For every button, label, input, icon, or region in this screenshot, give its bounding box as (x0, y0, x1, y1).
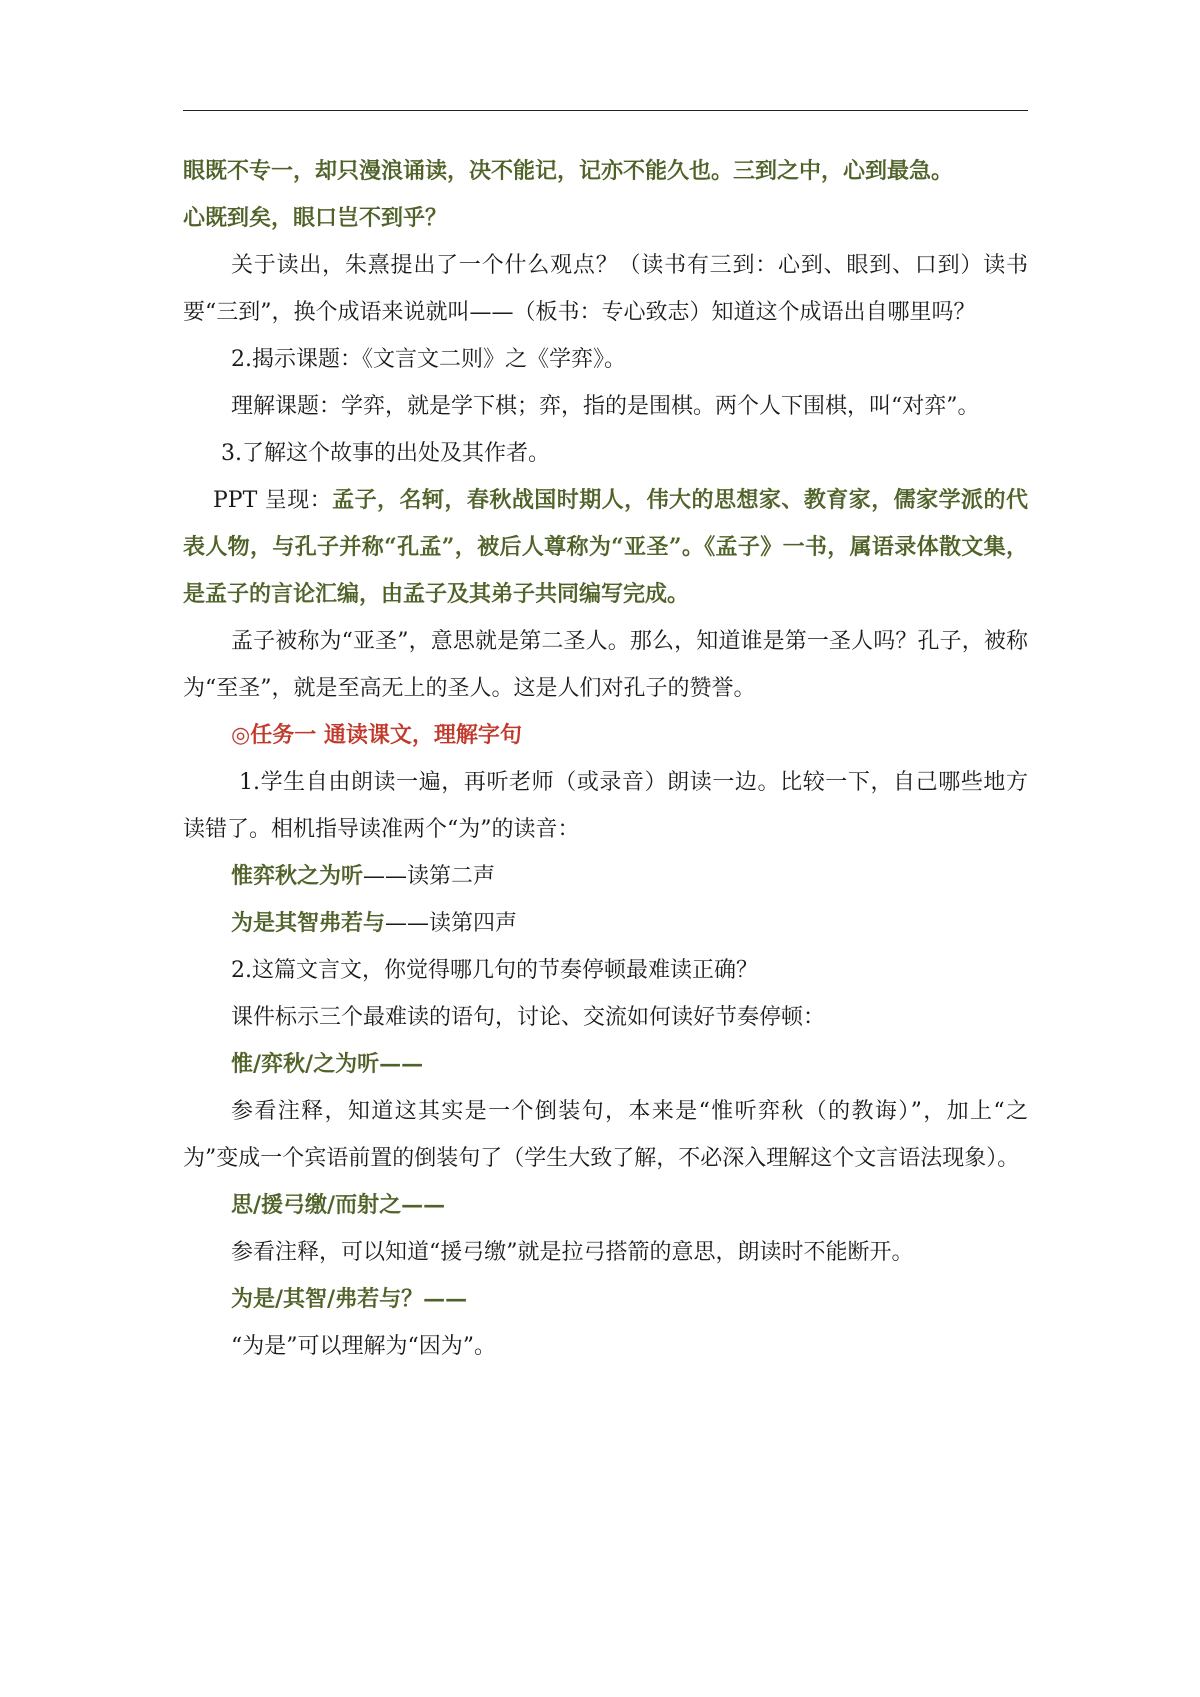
tone-note-1: ——读第二声 (363, 864, 496, 889)
task-one-heading: ◎任务一 通读课文，理解字句 (231, 722, 522, 748)
mencius-bio: 孟子，名轲，春秋战国时期人，伟大的思想家、教育家，儒家学派的代表人物，与孔子并称“孔孟”，被后人尊称为“亚圣”。《孟子》一书，属语录体散文集，是孟子的言论汇编，由孟子及其弟子共同编写完成。 (183, 487, 1028, 607)
rhythm-sentence-1: 惟/弈秋/之为听—— (231, 1051, 424, 1077)
paragraph-reveal-title: 2.揭示课题：《文言文二则》之《学弈》。 (231, 347, 626, 372)
paragraph-yasheng: 孟子被称为“亚圣”，意思就是第二圣人。那么，知道谁是第一圣人吗？孔子，被称为“至圣”，就是至高无上的圣人。这是人们对孔子的赞誉。 (183, 629, 1028, 701)
paragraph-yuan-gong-zhuo: 参看注释，可以知道“援弓缴”就是拉弓搭箭的意思，朗读时不能断开。 (231, 1240, 914, 1265)
paragraph-wei-shi: “为是”可以理解为“因为”。 (231, 1334, 496, 1359)
tone-note-2: ——读第四声 (385, 911, 518, 936)
paragraph-ppt-mencius (183, 477, 1028, 618)
paragraph-wei-second-tone (183, 853, 1028, 900)
paragraph-inversion-note: 参看注释，知道这其实是一个倒装句，本来是“惟听弈秋（的教诲）”，加上“之为”变成一个宾语前置的倒装句了（学生大致了解，不必深入理解这个文言语法现象）。 (183, 1099, 1028, 1171)
paragraph-read-aloud: 1.学生自由朗读一遍，再听老师（或录音）朗读一边。比较一下，自己哪些地方读错了。相机指导读准两个“为”的读音： (183, 770, 1028, 842)
quote-wei-2: 为是其智弗若与 (231, 910, 386, 936)
header-rule (183, 110, 1028, 111)
paragraph-understand-title: 理解课题：学弈，就是学下棋；弈，指的是围棋。两个人下围棋，叫“对弈”。 (231, 394, 980, 419)
paragraph-rhythm-question: 2.这篇文言文，你觉得哪几句的节奏停顿最难读正确？ (231, 958, 758, 983)
quote-line-2: 心既到矣，眼口岂不到乎？ (183, 205, 448, 231)
paragraph-wei-fourth-tone (183, 900, 1028, 947)
quote-line-1: 眼既不专一，却只漫浪诵读，决不能记，记亦不能久也。三到之中，心到最急。 (183, 158, 954, 184)
ppt-prefix: PPT 呈现： (213, 488, 333, 513)
rhythm-sentence-3: 为是/其智/弗若与？—— (231, 1286, 468, 1312)
quote-wei-1: 惟弈秋之为听 (231, 863, 364, 889)
rhythm-sentence-2: 思/援弓缴/而射之—— (231, 1192, 446, 1218)
document-body (183, 148, 1028, 1370)
paragraph-source-author: 3.了解这个故事的出处及其作者。 (221, 441, 550, 466)
paragraph-courseware: 课件标示三个最难读的语句，讨论、交流如何读好节奏停顿： (231, 1005, 826, 1030)
paragraph-three-dao: 关于读出，朱熹提出了一个什么观点？（读书有三到：心到、眼到、口到）读书要“三到”，换个成语来说就叫——（板书：专心致志）知道这个成语出自哪里吗？ (183, 253, 1028, 325)
